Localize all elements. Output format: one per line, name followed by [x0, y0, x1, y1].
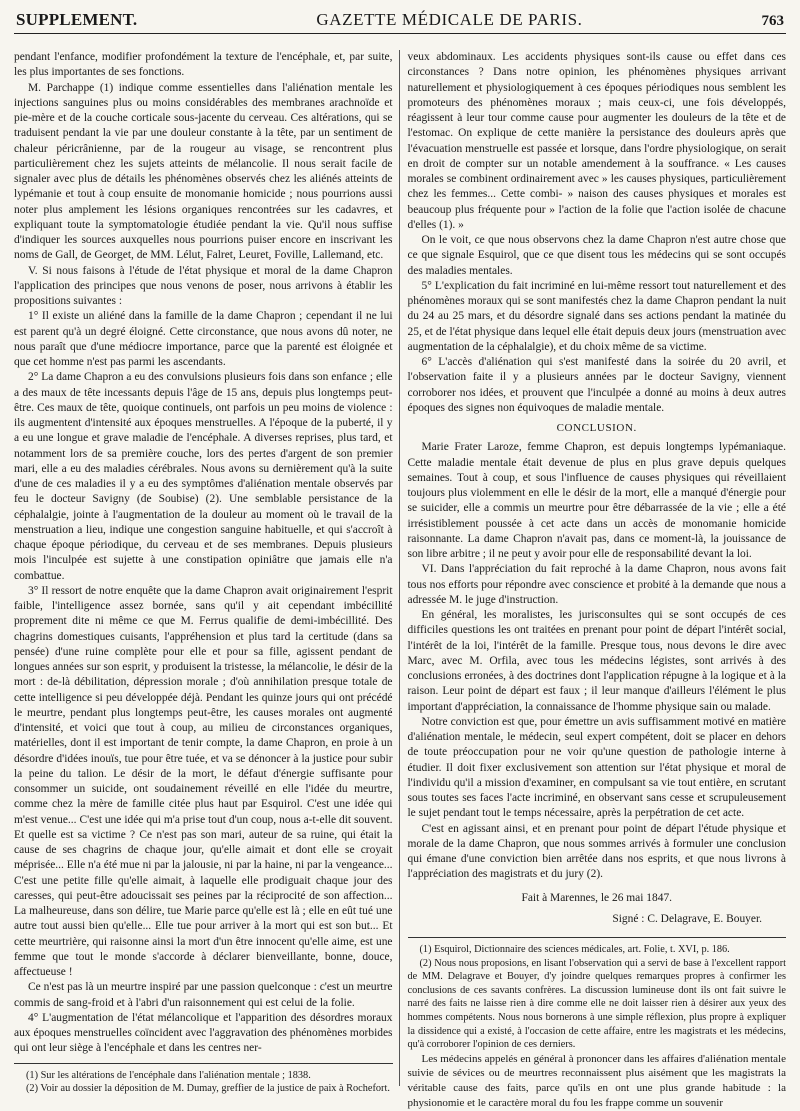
footnote-divider	[14, 1063, 393, 1064]
signature: Signé : C. Delagrave, E. Bouyer.	[612, 912, 762, 925]
paragraph: 5° L'explication du fait incriminé en lui-même ressort tout naturellement et des phénomènes moraux qui se sont manifestés chez la dame Chapron pendant la nuit du 24 au 25 mars, et du désordre signalé dans ses actions pendant la matinée du 25, et de l'état physique dans lequel elle était depuis deux jours (menstruation avec augmentation de la céphalalgie), et du choix même de sa victime.	[407, 279, 786, 353]
footnote: (1) Esquirol, Dictionnaire des sciences médicales, art. Folie, t. XVI, p. 186.	[419, 944, 730, 955]
body-columns	[14, 50, 786, 1109]
paragraph: C'est en agissant ainsi, et en prenant pour point de départ l'étude physique et morale de la dame Chapron, que nous sommes arrivés à formuler une conclusion qui émane d'une conviction bien arrêtée dans nos esprits, et que nous livrons à l'appréciation des magistrats et du jury (2).	[407, 822, 786, 881]
paragraph: Ce n'est pas là un meurtre inspiré par une passion quelconque : c'est un meurtre commis de sang-froid et à l'abri d'un raisonnement qui est celui de la folie.	[14, 981, 393, 1009]
paragraph: 2° La dame Chapron a eu des convulsions plusieurs fois dans son enfance ; elle a des maux de tête incessants depuis l'âge de 15 ans, depuis plus longtemps peut-être. Ces maux de tête, quoique continuels, ont parfois un peu moins de violence : ils augmentent d'intensité aux époques menstruelles. A l'époque de la puberté, il y a eu une longue et grave maladie de l'encéphale. A diverses reprises, plus tard, et notamment lors de sa première couche, lors des pertes d'argent de son premier mari, elle a eu des maladies cérébrales. Nous avons su dernièrement qu'à la suite d'une de ces maladies il y a eu des symptômes d'aliénation mentale observés par feu le docteur Savigny (de Soubise) (2). Une semblable persistance de la céphalalgie, jointe à l'augmentation de la douleur au moment où le travail de la menstruation a lieu, indique une congestion sanguine habituelle, et qui s'accroît à chaque époque périodique, du cerveau et de ses membranes. Depuis plusieurs mois l'inculpée est sujette à une constipation opiniâtre que jamais elle n'a combattue.	[14, 371, 393, 582]
page-header	[14, 10, 786, 34]
conclusion-heading: CONCLUSION.	[556, 422, 637, 434]
right-column	[399, 50, 787, 1109]
paragraph: M. Parchappe (1) indique comme essentielles dans l'aliénation mentale les injections sanguines plus ou moins considérables des membranes arachnoïde et pie-mère et de la couche corticale sous-jacente du cerveau. Ces altérations, qui se traduisent pendant la vie par une douleur constante à la tête, par un sentiment de chaleur péricrânienne, par de la rougeur au visage, se rencontrent plus particulièrement chez les sujets atteints de mélancolie. Il nous serait facile de signaler avec plus de détails les phénomènes observés chez les aliénés atteints de lypémanie et tout à coup ensuite de monomanie homicide ; nous pourrions aussi noter plus amplement les lésions organiques rencontrées sur les cadavres, et expliquant toute la symptomatologie étudiée pendant la vie. Qu'il nous suffise d'indiquer les sources auxquelles nous pourrions puiser encore en inscrivant les noms de Gall, de Georget, de MM. Lélut, Falret, Leuret, Foville, Lallemand, etc.	[14, 81, 393, 262]
paragraph: V. Si nous faisons à l'étude de l'état physique et moral de la dame Chapron l'application des principes que nous venons de poser, nous arrivons à établir les propositions suivantes :	[14, 264, 393, 307]
paragraph: En général, les moralistes, les jurisconsultes qui se sont occupés de ces difficiles questions les ont traitées en prenant pour point de départ l'intérêt social, l'intérêt de la loi, l'intérêt de la famille. Presque tous, nous devons le dire avec Marc, avec M. Orfila, avec tous les médecins légistes, sont arrivés à des conclusions erronées, à des doctrines dont l'application répugne à la logique et à la raison. Leur point de départ est faux ; il leur manque d'ailleurs l'élément le plus important d'appréciation, la connaissance de l'homme physique sain ou malade.	[407, 609, 786, 713]
paragraph: On le voit, ce que nous observons chez la dame Chapron n'est autre chose que ce que signale Esquirol, que ce que disent tous les médecins qui se sont occupés des maladies mentales.	[407, 234, 786, 277]
paragraph: 1° Il existe un aliéné dans la famille de la dame Chapron ; cependant il ne lui est parent qu'à un degré éloigné. Cette circonstance, que nous avons dû noter, ne nous paraît que d'une médiocre importance, parce que la parenté est éloignée et que cet homme n'est pas parmi les ascendants.	[14, 310, 393, 368]
paragraph: 6° L'accès d'aliénation qui s'est manifesté dans la soirée du 20 avril, et l'observation faite il y a plusieurs années par le docteur Savigny, viennent corroborer nos idées, et prouvent que l'inculpée a donné au moins à deux autres époques des signes non équivoques de maladie mentale.	[407, 356, 786, 414]
page-number: 763	[761, 13, 784, 29]
footnote: (2) Nous nous proposions, en lisant l'observation qui a servi de base à l'excellent rapport de MM. Delagrave et Bouyer, d'y joindre quelques remarques propres à confirmer les conclusions de ces savants confrères. La discussion lumineuse dont ils ont fait suivre le narré des faits ne laisse rien à dire comme elle ne doit laisser rien à désirer aux yeux des hommes compétents. Nous nous bornerons à une simple réflexion, plus propre à expliquer la dissidence qui a existé, à l'occasion de cette affaire, entre les magistrats et les médecins, qu'à corroborer l'opinion de ces derniers.	[407, 957, 786, 1051]
paragraph: 3° Il ressort de notre enquête que la dame Chapron avait originairement l'esprit faible, l'intelligence assez bornée, sans qu'il y ait cependant imbécillité proprement dite ni même ce que M. Ferrus qualifie de demi-imbécillité. Des chagrins domestiques cuisants, l'appréhension et plus tard la certitude (dans sa pensée) d'une ruine complète pour elle et pour sa fille, agissent pendant de longues années sur son esprit, y produisent la tristesse, la mélancolie, le désir de la mort : de-là débilitation, dépression morale ; d'où annihilation presque totale de cette intelligence si peu développée déjà. Pendant les quinze jours qui ont précédé le meurtre, pendant plus longtemps peut-être, les causes morales ont augmenté d'intensité, et voici que tout à coup, au milieu de circonstances organiques, matérielles, dont il est important de tenir compte, la dame Chapron, en proie à un désordre d'idées inouïs, tue pour être tuée, et va se dénoncer à la justice pour subir la peine du talion. Le désir de la mort, le défaut d'énergie suffisante pour consommer un suicide, ont soudainement réveillé en elle l'idée du meurtre, comme chez la mère de famille citée plus haut par Esquirol. C'est une idée qui m'est venue... C'est une idée qui m'a prise tout d'un coup, nous a-t-elle dit souvent. Et quelle est sa victime ? Ce n'est pas son mari, auteur de sa ruine, qui était la cause de ses chagrins de chaque jour, qu'elle aimait et dont elle se croyait méprisée... Elle n'a été mue ni par la jalousie, ni par la haine, ni par la vengeance... C'est une petite fille qu'elle aimait, à laquelle elle prodiguait chaque jour des caresses, qui peut-être adoucissait ses peines par la réciprocité de son affection... La malheureuse, dans son délire, tue Marie parce qu'elle est là ; elle en eût tué une autre tout aussi bien qu'elle... Elle tue pour arriver à la mort qui est son but... Et cette meurtrière, qui raisonne ainsi la mort d'un être innocent qu'elle aime, est une femme que tout le monde s'accorde à déclarer bienveillante, bonne, douce, affectueuse !	[14, 584, 393, 978]
footnote-continuation: Les médecins appelés en général à prononcer dans les affaires d'aliénation mentale suivie de sévices ou de meurtres reconnaissent plus aisément que les magistrats la véritable cause des faits, parce qu'ils en ont une plus grande habitude : la physionomie et le caractère moral du fou les frappe comme un souvenir	[407, 1052, 786, 1109]
paragraph: VI. Dans l'appréciation du fait reproché à la dame Chapron, nous avons fait tous nos efforts pour répondre avec conscience et probité à la demande que nous a adressée M. le juge d'instruction.	[407, 563, 786, 606]
footnote: (2) Voir au dossier la déposition de M. Dumay, greffier de la justice de paix à Rochefort.	[26, 1083, 390, 1095]
place-date: Fait à Marennes, le 26 mai 1847.	[521, 891, 673, 904]
paragraph: 4° L'augmentation de l'état mélancolique et l'apparition des désordres moraux aux époques menstruelles coïncident avec l'aggravation des phénomènes morbides qui ont leur siège à l'encéphale et dans les centres ner-	[14, 1011, 393, 1055]
paragraph: pendant l'enfance, modifier profondément la texture de l'encéphale, et, par suite, les plus importantes de ses fonctions.	[14, 51, 393, 79]
footnote: (1) Sur les altérations de l'encéphale dans l'aliénation mentale ; 1838.	[26, 1069, 311, 1081]
header-supplement: SUPPLEMENT.	[16, 10, 138, 29]
left-column	[14, 50, 399, 1095]
footnote-divider	[408, 937, 787, 938]
paragraph: Marie Frater Laroze, femme Chapron, est depuis longtemps lypémaniaque. Cette maladie mentale était devenue de plus en plus grave depuis quelques semaines. Tout à coup, et sous l'influence de causes physiques qui réveillaient toujours plus violemment en elle le désir de la mort, elle a manqué d'énergie pour se suicider, elle a commis un meurtre pour être débarrassée de la vie ; elle a été irrésistiblement poussée à cet acte dans un accès de monomanie homicide raisonnante. La dame Chapron n'avait pas, dans ce moment-là, la jouissance de son libre arbitre ; il ne peut y avoir pour elle de responsabilité devant la loi.	[407, 441, 786, 560]
journal-title: GAZETTE MÉDICALE DE PARIS.	[316, 10, 583, 29]
paragraph: veux abdominaux. Les accidents physiques sont-ils cause ou effet dans ces circonstances ? Dans notre opinion, les phénomènes physiques arrivant naturellement et physiologiquement à ces époques périodiques nous semblent les promoteurs des phénomènes moraux ; mais ceux-ci, une fois développés, réagissent à leur tour comme cause pour augmenter les douleurs de la tête et de l'estomac. On explique de cette manière la persistance des douleurs après que l'évacuation menstruelle est passée et lorsque, dans l'ordre physiologique, on serait en droit de compter sur un notable amendement à la souffrance. « Les causes morales se combinent ordinairement avec » les causes physiques, particulièrement chez les femmes... Cette combi- » naison des causes physiques et morales est beaucoup plus fréquente pour » l'action de la folie que l'action isolée de chacune d'elles (1). »	[407, 51, 786, 231]
paragraph: Notre conviction est que, pour émettre un avis suffisamment motivé en matière d'aliénation mentale, le médecin, seul expert compétent, doit se placer en dehors de toute préoccupation pour ne voir qu'une question de pathologie interne à étudier. Il doit fixer exclusivement son attention sur l'état physique et moral de l'individu qu'il a mission d'examiner, en compulsant sa vie tout entière, en scrutant sous toutes ses faces l'acte incriminé, en observant sans cesse et scrupuleusement le sujet pendant tout le temps nécessaire, après la perpétration de cet acte.	[407, 715, 786, 820]
